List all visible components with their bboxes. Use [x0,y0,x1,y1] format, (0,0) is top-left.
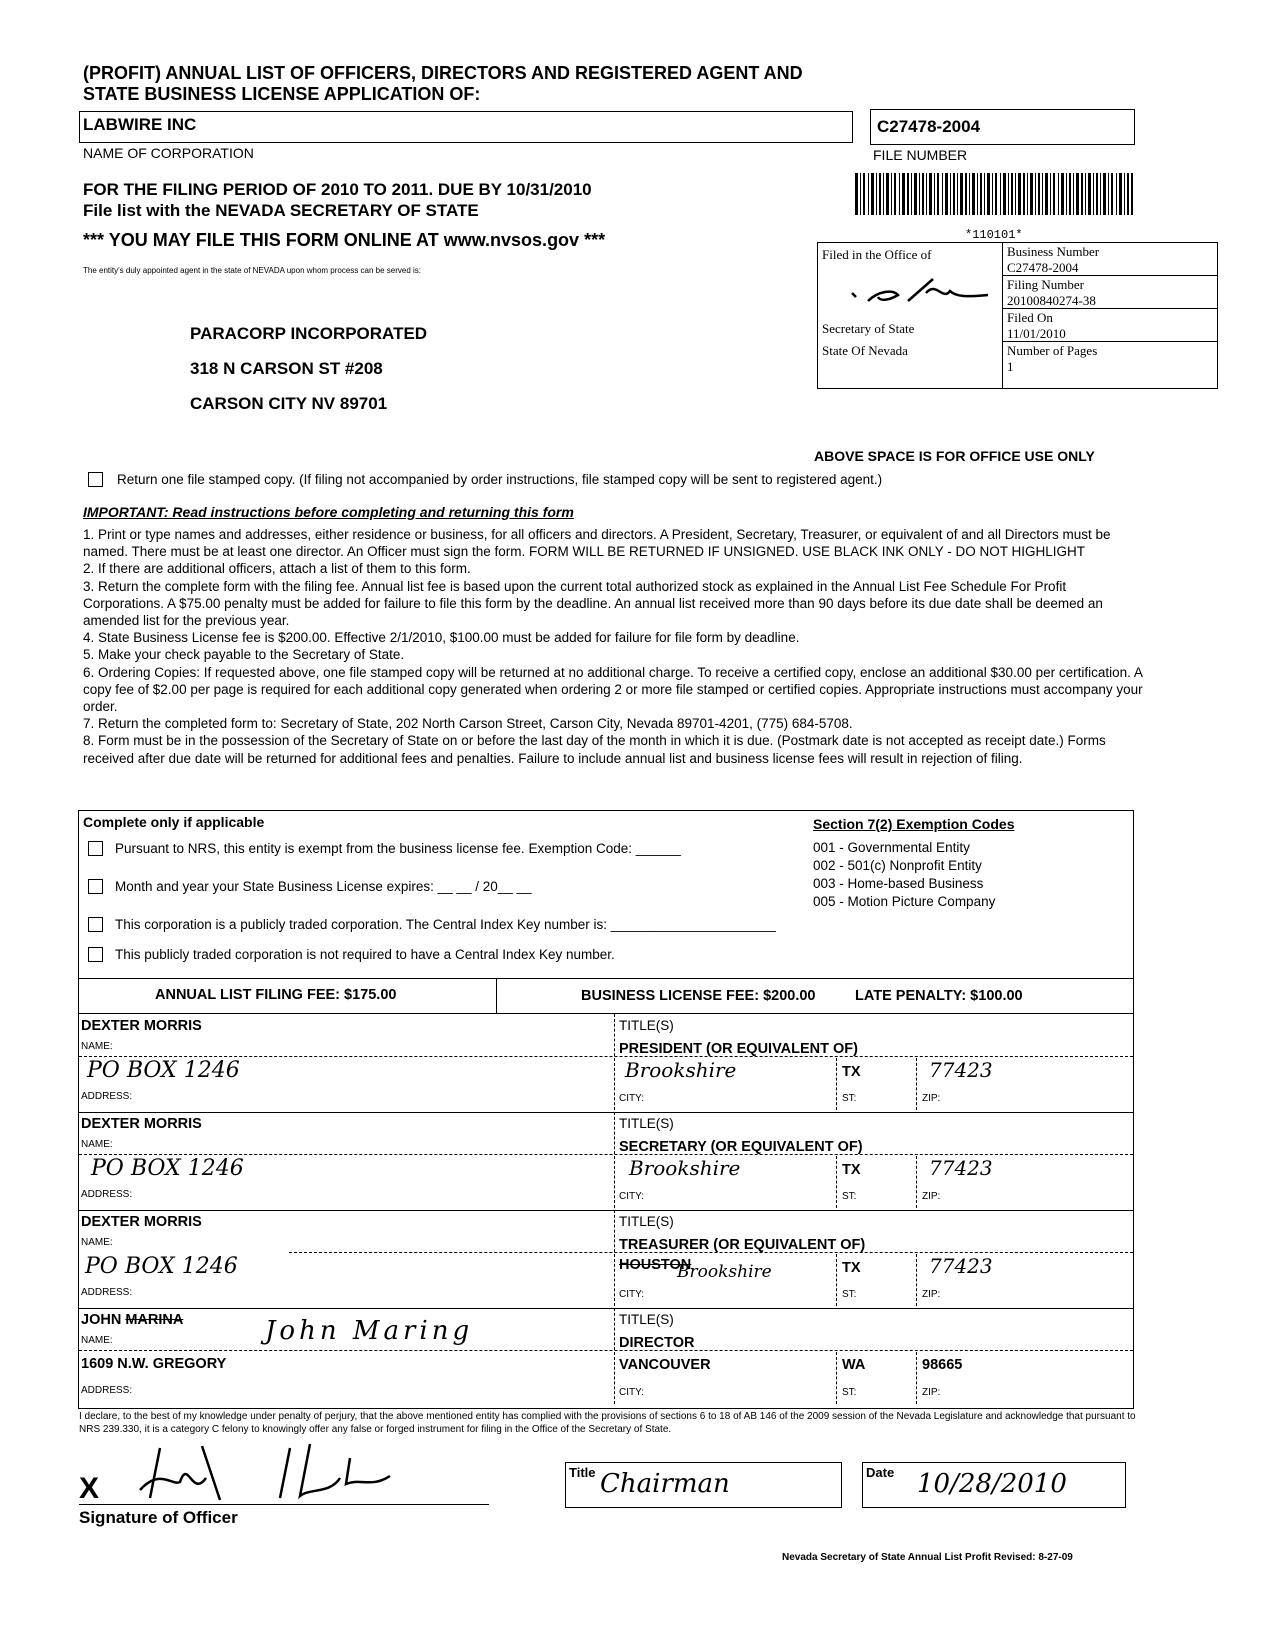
officer-row [79,1308,1133,1408]
name-label: NAME: [81,1237,113,1248]
license-expires-label: Month and year your State Business License expires: __ __ / 20__ __ [115,879,532,894]
title-field[interactable] [565,1462,842,1508]
stamp-filed-on: Filed On 11/01/2010 [1003,309,1218,342]
officer-title: DIRECTOR [619,1335,695,1351]
stamp-pages: Number of Pages 1 [1007,343,1098,374]
filing-period: FOR THE FILING PERIOD OF 2010 TO 2011. DUE BY 10/31/2010 File list with the NEVADA SECRETARY OF STATE [83,180,592,220]
applicable-heading: Complete only if applicable [83,814,265,830]
important-heading: IMPORTANT: Read instructions before completing and returning this form [83,504,574,520]
date-field-value: 10/28/2010 [917,1469,1067,1499]
form-footer: Nevada Secretary of State Annual List Profit Revised: 8-27-09 [782,1552,1073,1563]
officer-city: Brookshire [629,1156,741,1180]
officer-city: Brookshire [625,1058,737,1082]
barcode-number: *110101* [965,228,1023,242]
stamp-business-number: Business Number C27478-2004 [1003,243,1218,276]
return-copy-checkbox[interactable] [88,472,103,492]
officer-name-handwritten: John Maring [265,1316,474,1346]
file-number-label: FILE NUMBER [873,147,968,163]
stamp-filing-number: Filing Number 20100840274-38 [1003,276,1218,309]
signature-x: X [79,1472,100,1505]
zip-label: ZIP: [922,1093,941,1104]
officer-city: VANCOUVER [619,1357,711,1373]
stamp-left [818,243,1002,388]
state-label: ST: [842,1191,857,1202]
instructions [83,526,1143,767]
late-penalty: LATE PENALTY: $100.00 [855,988,1023,1004]
no-cik-checkbox[interactable] [88,947,103,967]
exemption-checkbox[interactable] [88,841,103,861]
form-title: (PROFIT) ANNUAL LIST OF OFFICERS, DIRECTORS AND REGISTERED AGENT AND STATE BUSINESS LICENSE APPLICATION OF: [83,63,803,104]
office-use-note: ABOVE SPACE IS FOR OFFICE USE ONLY [814,448,1095,464]
barcode-image [855,173,1133,215]
officer-address: PO BOX 1246 [87,1058,240,1083]
instruction-item: 3. Return the complete form with the filing fee. Annual list fee is based upon the current total authorized stock as explained in the Annual List Fee Schedule For Profit Corporations. A $75.00 penalty must be added for failure to file this form by the deadline. An annual list received more than 90 days before its due date shall be deemed an amended list for the previous year. [83,578,1103,629]
city-label: CITY: [619,1387,645,1398]
stamp-secretary: Secretary of State [822,321,915,336]
officer-name: JOHN MARINA [81,1312,184,1328]
agent-street: 318 N CARSON ST #208 [190,359,383,378]
address-label: ADDRESS: [81,1287,133,1298]
instruction-item: 5. Make your check payable to the Secretary of State. [83,647,405,663]
address-label: ADDRESS: [81,1091,133,1102]
officer-state: WA [842,1357,866,1373]
title-label: TITLE(S) [619,1018,674,1033]
date-field-label: Date [866,1465,895,1480]
file-number: C27478-2004 [877,117,981,136]
officer-title: TREASURER (OR EQUIVALENT OF) [619,1237,866,1253]
publicly-traded-label: This corporation is a publicly traded corporation. The Central Index Key number is: ______________________ [115,917,776,932]
instruction-item: 1. Print or type names and addresses, either residence or business, for all officers and directors. A President, Secretary, Treasurer, or equivalent of and all Directors must be named. There must be at least one director. An Officer must sign the form. FORM WILL BE RETURNED IF UNSIGNED. USE BLACK INK ONLY - DO NOT HIGHLIGHT [83,527,1111,560]
license-expires-checkbox[interactable] [88,879,103,899]
zip-label: ZIP: [922,1387,941,1398]
instruction-item: 2. If there are additional officers, attach a list of them to this form. [83,561,471,577]
officer-title: SECRETARY (OR EQUIVALENT OF) [619,1139,863,1155]
exemption-code: 003 - Home-based Business [813,876,984,891]
publicly-traded-checkbox[interactable] [88,917,103,937]
instruction-item: 4. State Business License fee is $200.00. Effective 2/1/2010, $100.00 must be added for failure for file form by deadline. [83,630,800,646]
officer-zip: 98665 [922,1357,963,1373]
title-field-value: Chairman [600,1469,730,1499]
signature-label: Signature of Officer [79,1508,238,1527]
name-label: NAME: [81,1335,113,1346]
exemption-code: 002 - 501(c) Nonprofit Entity [813,858,982,873]
officer-row [79,1014,1133,1113]
officer-name: DEXTER MORRIS [81,1018,202,1034]
officer-zip: 77423 [929,1058,993,1082]
address-label: ADDRESS: [81,1189,133,1200]
state-label: ST: [842,1387,857,1398]
officer-address: PO BOX 1246 [91,1156,244,1181]
exemption-codes-heading: Section 7(2) Exemption Codes [813,816,1015,832]
officer-city: Brookshire [677,1262,772,1282]
address-label: ADDRESS: [81,1385,133,1396]
instruction-item: 6. Ordering Copies: If requested above, one file stamped copy will be returned at no additional charge. To receive a certified copy, enclose an additional $30.00 per certification. A copy fee of $2.00 per page is required for each additional copy generated when ordering 2 or more file stamped or certified copies. Appropriate instructions must accompany your order. [83,664,1143,715]
officer-state: TX [842,1260,861,1276]
applicable-section [78,810,1134,979]
officer-row [79,1210,1133,1309]
exemption-code: 005 - Motion Picture Company [813,894,996,909]
officer-name: DEXTER MORRIS [81,1116,202,1132]
title-label: TITLE(S) [619,1214,674,1229]
exemption-label: Pursuant to NRS, this entity is exempt from the business license fee. Exemption Code: ______ [115,841,681,856]
agent-name: PARACORP INCORPORATED [190,324,428,343]
officer-title: PRESIDENT (OR EQUIVALENT OF) [619,1041,858,1057]
exemption-code: 001 - Governmental Entity [813,840,970,855]
officer-address: PO BOX 1246 [85,1254,238,1279]
fees-row [78,978,1134,1014]
zip-label: ZIP: [922,1191,941,1202]
city-label: CITY: [619,1191,645,1202]
officer-zip: 77423 [929,1254,993,1278]
stamp-state: State Of Nevada [822,343,908,358]
declaration: I declare, to the best of my knowledge under penalty of perjury, that the above mentioned entity has complied with the provisions of sections 6 to 18 of AB 146 of the 2009 session of the Nevada Legislature and acknowledge that pursuant to NRS 239.330, it is a category C felony to knowingly offer any false or forged instrument for filing in the Office of the Secretary of State. [79,1411,1136,1435]
name-label: NAME: [81,1041,113,1052]
secretary-signature-image [838,271,998,311]
date-field[interactable] [862,1462,1126,1508]
online-filing-note: *** YOU MAY FILE THIS FORM ONLINE AT www.nvsos.gov *** [83,230,606,250]
officer-signature-image[interactable] [110,1438,490,1510]
stamp-filed-in: Filed in the Office of [822,247,932,262]
officer-zip: 77423 [929,1156,993,1180]
state-label: ST: [842,1289,857,1300]
zip-label: ZIP: [922,1289,941,1300]
instruction-item: 7. Return the completed form to: Secretary of State, 202 North Carson Street, Carson City, Nevada 89701-4201, (775) 684-5708. [83,716,853,732]
officer-name: DEXTER MORRIS [81,1214,202,1230]
title-label: TITLE(S) [619,1116,674,1131]
agent-city: CARSON CITY NV 89701 [190,394,388,413]
officer-state: TX [842,1064,861,1080]
title-field-label: Title [569,1465,596,1480]
agent-note: The entity's duly appointed agent in the state of NEVADA upon whom process can be served is: [83,266,422,275]
city-label: CITY: [619,1289,645,1300]
return-copy-label: Return one file stamped copy. (If filing not accompanied by order instructions, file stamped copy will be sent to registered agent.) [117,472,883,487]
corporation-name-label: NAME OF CORPORATION [83,145,254,161]
state-label: ST: [842,1093,857,1104]
corporation-name: LABWIRE INC [83,115,197,134]
officers-table [78,1013,1134,1409]
officer-address: 1609 N.W. GREGORY [81,1356,227,1372]
stamp-right [1002,243,1218,388]
instruction-item: 8. Form must be in the possession of the Secretary of State on or before the last day of the month in which it is due. (Postmark date is not accepted as receipt date.) Forms received after due date will be returned for additional fees and penalties. Failure to include annual list and business license fees will result in rejection of filing. [83,733,1106,766]
business-license-fee: BUSINESS LICENSE FEE: $200.00 [581,988,816,1004]
annual-fee: ANNUAL LIST FILING FEE: $175.00 [155,987,397,1003]
officer-city-struck: HOUSTON [619,1257,692,1273]
exemption-codes-list [813,839,995,911]
name-label: NAME: [81,1139,113,1150]
officer-state: TX [842,1162,861,1178]
title-label: TITLE(S) [619,1312,674,1327]
filing-stamp [817,242,1218,389]
officer-row [79,1112,1133,1211]
no-cik-label: This publicly traded corporation is not required to have a Central Index Key number. [115,947,615,962]
city-label: CITY: [619,1093,645,1104]
